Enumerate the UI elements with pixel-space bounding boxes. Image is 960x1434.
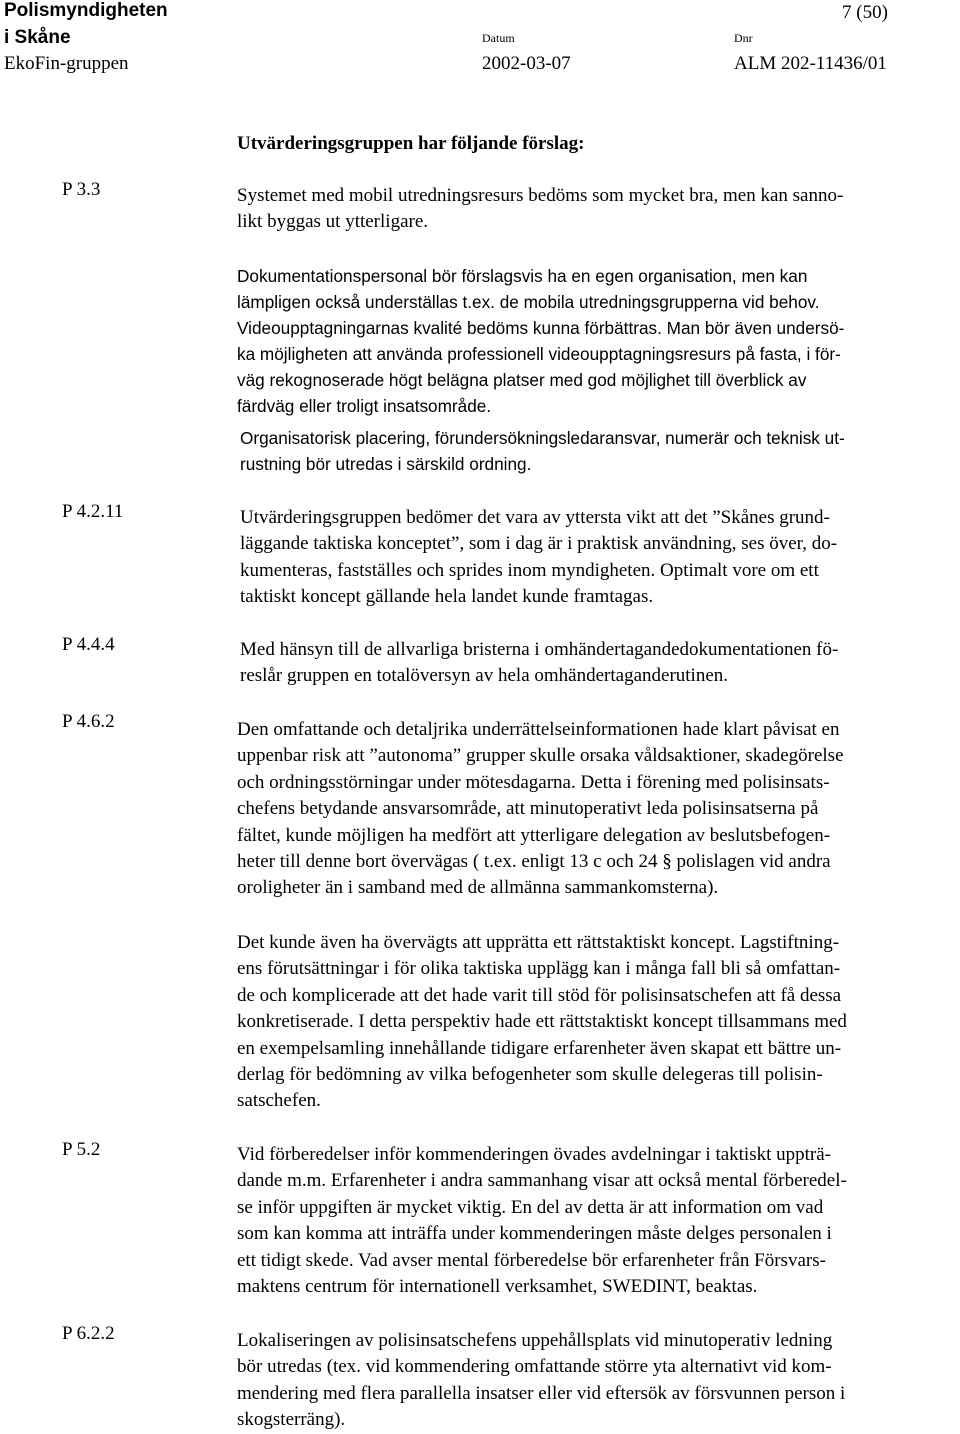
text-line: Den omfattande och detaljrika underrättelseinformationen hade klart påvisat en [237, 719, 840, 740]
text-line: bör utredas (tex. vid kommendering omfattande större yta alternativt vid kom- [237, 1356, 832, 1378]
text-line: ett tidigt skede. Vad avser mental förberedelse bör erfarenheter från Försvars- [237, 1249, 826, 1271]
text-line: Systemet med mobil utredningsresurs bedöms som mycket bra, men kan sanno- [237, 185, 844, 206]
document-date: 2002-03-07 [482, 53, 571, 74]
text-line: reslår gruppen en totalöversyn av hela omhändertaganderutinen. [240, 665, 729, 687]
text-line: derlag för bedömning av vilka befogenheter som skulle delegeras till polisin- [237, 1064, 823, 1086]
text-line: Videoupptagningarnas kvalité bedöms kunna förbättras. Man bör även undersö- [237, 318, 845, 338]
text-line: Det kunde även ha övervägts att upprätta ett rättstaktiskt koncept. Lagstiftning- [237, 932, 840, 953]
paragraph-organisational-placement [240, 425, 845, 477]
org-name-line2: i Skåne [4, 27, 71, 48]
text-line: dande m.m. Erfarenheter i andra sammanhang visar att också mental förberedel- [237, 1170, 847, 1192]
paragraph-intelligence-information [237, 717, 844, 902]
margin-ref-p4-4-4: P 4.4.4 [62, 634, 115, 655]
paragraph-command-location [237, 1328, 845, 1434]
text-line: fältet, kunde möjligen ha medfört att ytterligare delegation av beslutsbefogen- [237, 824, 831, 846]
text-line: chefens betydande ansvarsområde, att minutoperativt leda polisinsatserna på [237, 798, 819, 820]
text-line: väg rekognoserade högt belägna platser med god möjlighet till överblick av [237, 370, 807, 390]
org-name-line1: Polismyndigheten [4, 0, 168, 21]
section-heading: Utvärderingsgruppen har följande förslag: [237, 133, 585, 154]
paragraph-mental-preparation [237, 1142, 847, 1300]
text-line: satschefen. [237, 1090, 321, 1112]
text-line: Med hänsyn till de allvarliga bristerna i omhändertagandedokumentationen fö- [240, 639, 839, 660]
text-line: heter till denne bort övervägas ( t.ex. enligt 13 c och 24 § polislagen vid andra [237, 851, 831, 873]
text-line: ka möjligheten att använda professionell videoupptagningsresurs på fasta, i för- [237, 344, 841, 364]
paragraph-tactical-concept [240, 505, 837, 611]
text-line: ens förutsättningar i för olika taktiska upplägg kan i många fall bli så omfattan- [237, 958, 841, 980]
text-line: maktens centrum för internationell verksamhet, SWEDINT, beaktas. [237, 1276, 758, 1298]
text-line: läggande taktiska konceptet”, som i dag är i praktisk användning, ses över, do- [240, 533, 838, 555]
text-line: kumenteras, fastställes och sprides inom myndigheten. Optimalt vore om ett [240, 559, 819, 581]
text-line: taktiskt koncept gällande hela landet kunde framtagas. [240, 586, 654, 608]
text-line: Vid förberedelser inför kommenderingen övades avdelningar i taktiskt uppträ- [237, 1144, 832, 1165]
dnr-number: ALM 202-11436/01 [734, 53, 887, 74]
paragraph-legal-tactical-concept [237, 930, 847, 1115]
text-line: oroligheter än i samband med de allmänna sammankomsterna). [237, 877, 719, 899]
text-line: Utvärderingsgruppen bedömer det vara av yttersta vikt att det ”Skånes grund- [240, 507, 830, 528]
paragraph-documentation-staff [237, 263, 844, 419]
text-line: likt byggas ut ytterligare. [237, 211, 429, 233]
text-line: uppenbar risk att ”autonoma” grupper skulle orsaka våldsaktioner, skadegörelse [237, 745, 844, 767]
date-label: Datum [482, 31, 515, 45]
text-line: konkretiserade. I detta perspektiv hade ett rättstaktiskt koncept tillsammans med [237, 1011, 847, 1033]
text-line: lämpligen också underställas t.ex. de mobila utredningsgrupperna vid behov. [237, 292, 820, 312]
paragraph-mobile-investigation [237, 183, 843, 236]
margin-ref-p3-3: P 3.3 [62, 179, 101, 200]
text-line: en exempelsamling innehållande tidigare erfarenheter även skapat ett bättre un- [237, 1037, 842, 1059]
dnr-label: Dnr [734, 31, 753, 45]
page-number: 7 (50) [842, 2, 888, 23]
text-line: färdväg eller troligt insatsområde. [237, 396, 492, 416]
text-line: rustning bör utredas i särskild ordning. [240, 454, 532, 474]
margin-ref-p4-2-11: P 4.2.11 [62, 501, 124, 522]
text-line: skogsterräng). [237, 1409, 346, 1431]
text-line: och ordningsstörningar under mötesdagarna. Detta i förening med polisinsats- [237, 771, 830, 793]
group-name: EkoFin-gruppen [4, 53, 129, 74]
text-line: Organisatorisk placering, förundersökningsledaransvar, numerär och teknisk ut- [240, 428, 845, 448]
paragraph-custody-documentation [240, 637, 838, 690]
text-line: de och komplicerade att det hade varit till stöd för polisinsatschefen att få dessa [237, 984, 842, 1006]
margin-ref-p6-2-2: P 6.2.2 [62, 1323, 115, 1344]
text-line: som kan komma att inträffa under kommenderingen måste delges personalen i [237, 1223, 832, 1245]
text-line: Lokaliseringen av polisinsatschefens uppehållsplats vid minutoperativ ledning [237, 1330, 833, 1351]
text-line: Dokumentationspersonal bör förslagsvis ha en egen organisation, men kan [237, 266, 808, 286]
text-line: se inför uppgiften är mycket viktig. En del av detta är att information om vad [237, 1196, 824, 1218]
margin-ref-p5-2: P 5.2 [62, 1139, 101, 1160]
text-line: mendering med flera parallella insatser eller vid eftersök av försvunnen person i [237, 1382, 846, 1404]
margin-ref-p4-6-2: P 4.6.2 [62, 711, 115, 732]
